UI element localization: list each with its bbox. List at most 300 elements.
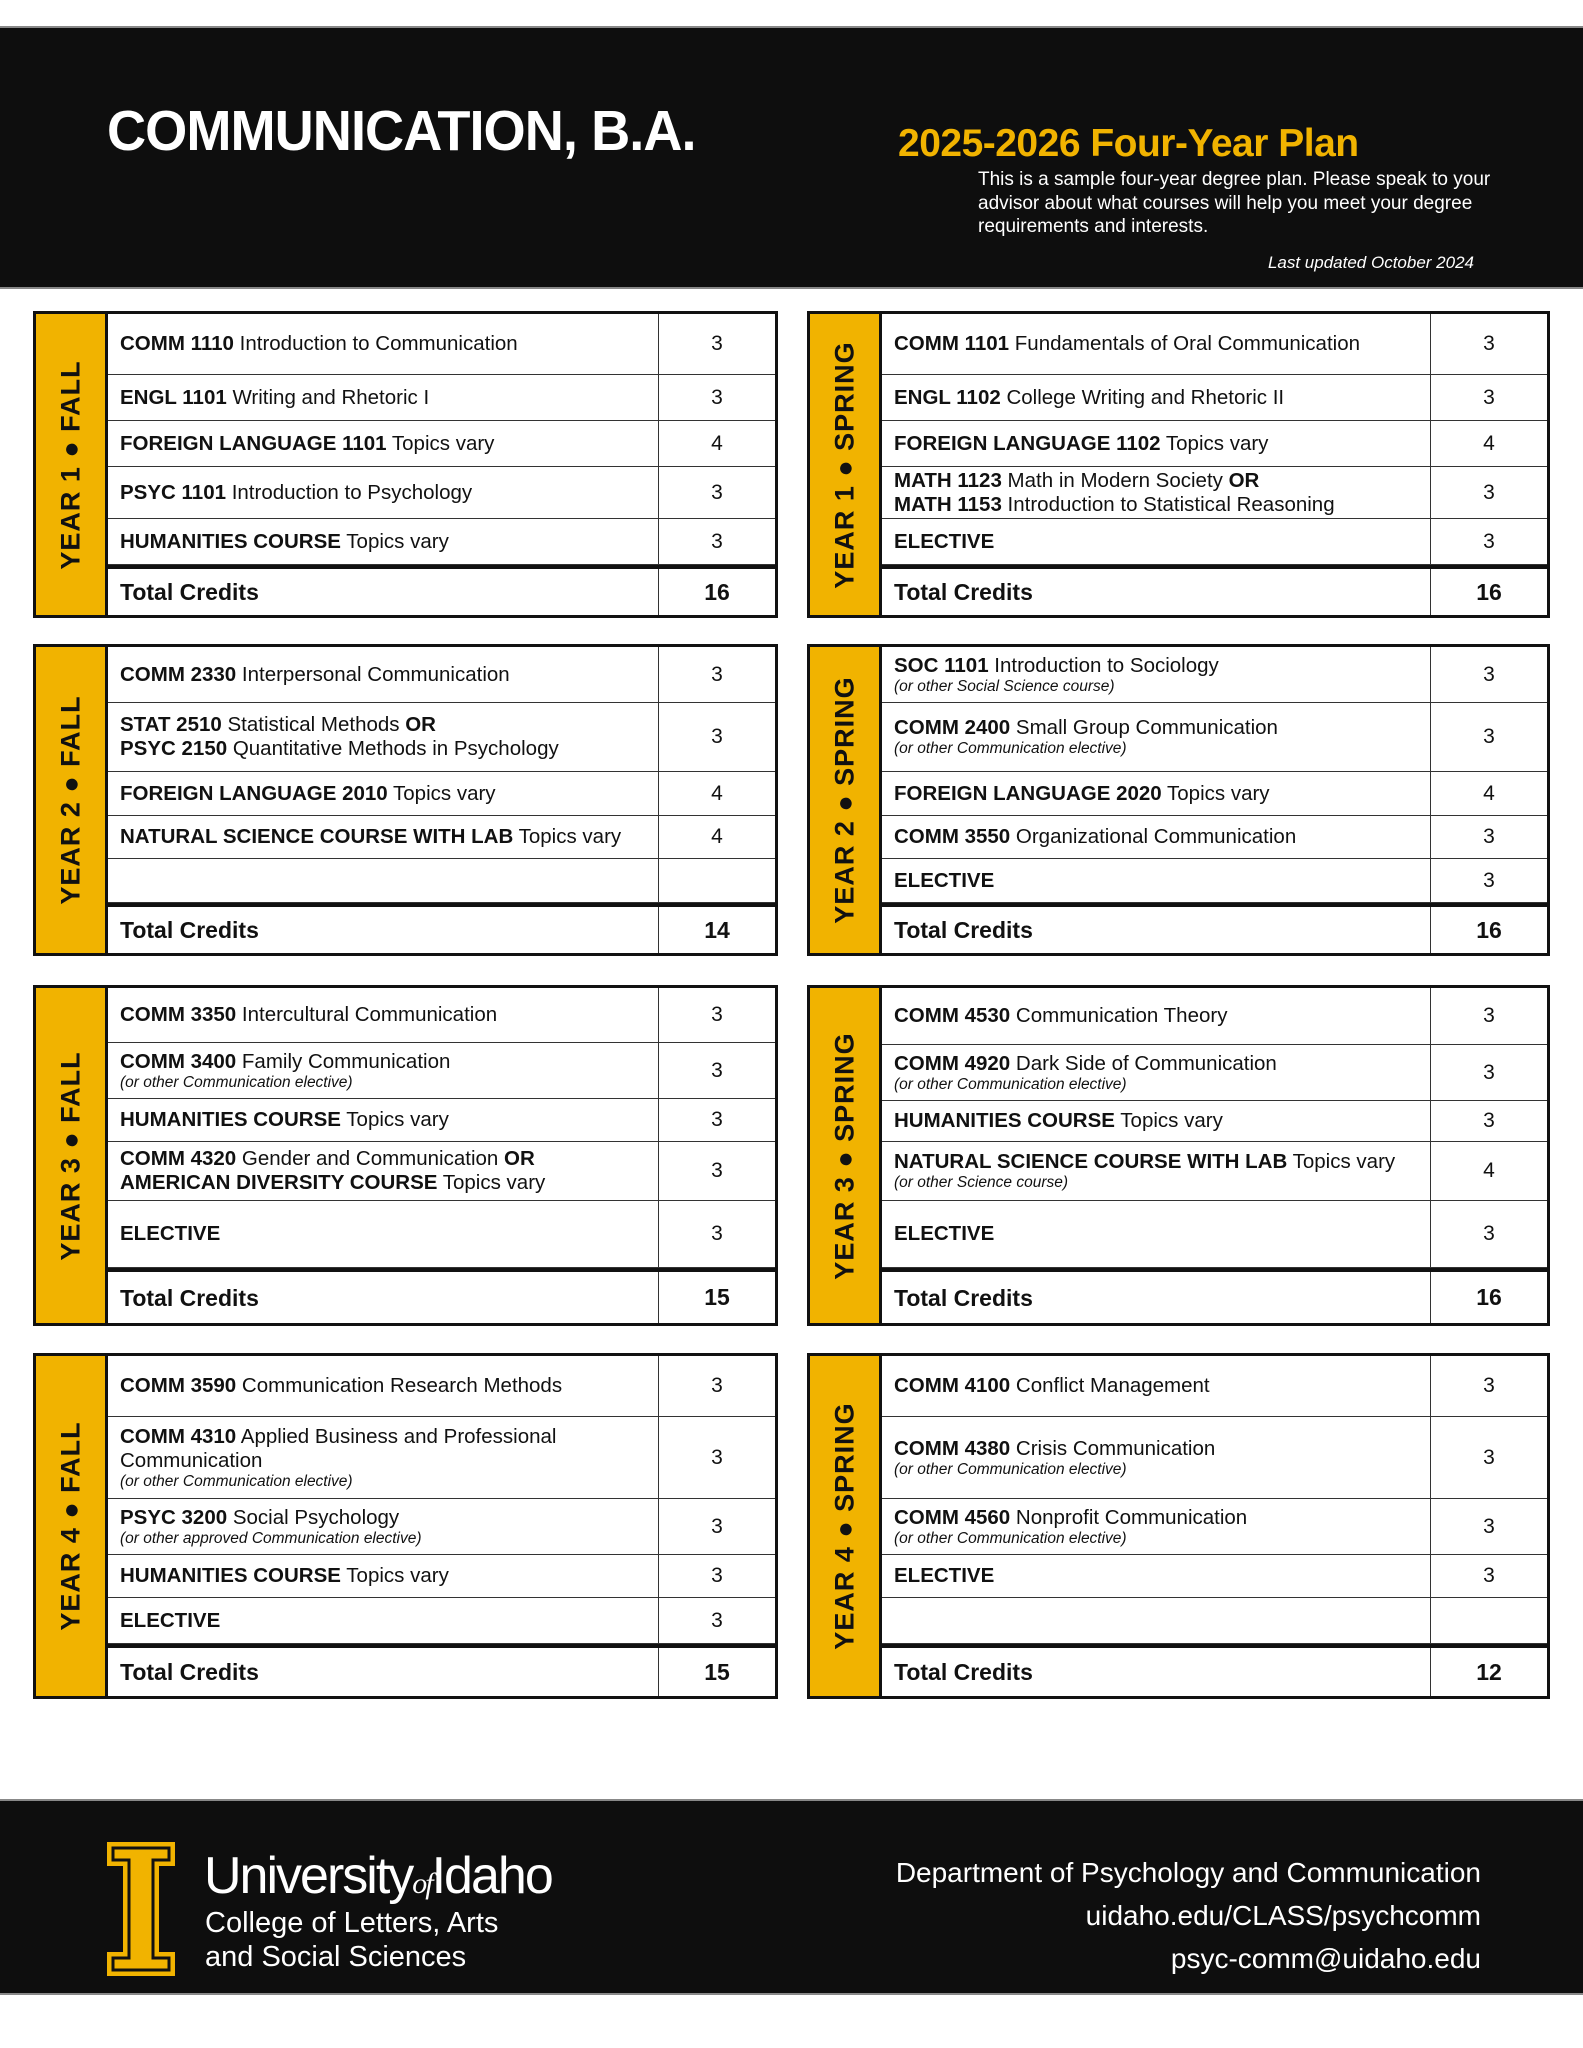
university-i-logo-icon <box>106 1841 176 1977</box>
course-title: Topics vary <box>387 781 496 805</box>
total-row <box>108 1268 775 1323</box>
course-row <box>108 859 775 903</box>
course-line <box>120 1609 646 1633</box>
course-row <box>108 1142 775 1201</box>
course-cell <box>882 1555 1430 1597</box>
course-line <box>120 1003 646 1027</box>
course-code: COMM 4530 <box>894 1004 1011 1027</box>
term-table <box>33 985 778 1326</box>
contact-info <box>896 1851 1481 1980</box>
course-code: FOREIGN LANGUAGE 1102 <box>894 431 1161 455</box>
course-cell <box>108 1099 658 1141</box>
course-row <box>882 1045 1547 1101</box>
course-code: PSYC 2150 <box>120 737 228 760</box>
course-code: COMM 2330 <box>120 662 237 686</box>
university-logo-text: UniversityofIdaho <box>204 1847 552 1905</box>
course-row <box>882 375 1547 421</box>
course-rows <box>882 988 1547 1323</box>
course-credits: 3 <box>658 1099 775 1141</box>
course-cell <box>108 519 658 564</box>
course-credits <box>658 859 775 902</box>
total-credits: 16 <box>658 569 775 615</box>
course-credits: 3 <box>1430 816 1547 858</box>
course-credits: 3 <box>1430 859 1547 902</box>
course-title: Introduction to Statistical Reasoning <box>1001 492 1335 516</box>
course-title: College Writing and Rhetoric II <box>1000 385 1285 409</box>
course-line <box>894 386 1418 410</box>
total-row <box>882 1644 1547 1696</box>
course-line <box>894 1564 1418 1588</box>
course-rows <box>882 314 1547 615</box>
course-row <box>108 816 775 859</box>
course-credits: 3 <box>1430 1045 1547 1100</box>
course-credits: 3 <box>658 703 775 771</box>
course-cell <box>882 1101 1430 1141</box>
course-code: NATURAL SCIENCE COURSE WITH LAB <box>120 825 514 848</box>
course-cell <box>108 772 658 815</box>
course-rows <box>108 647 775 953</box>
course-code: HUMANITIES COURSE <box>120 1108 341 1131</box>
course-note: (or other Communication elective) <box>894 740 1127 757</box>
term-label-bar <box>810 314 882 615</box>
term-label: YEAR 4 ● SPRING <box>829 1402 859 1650</box>
course-credits: 3 <box>658 467 775 518</box>
course-cell <box>108 859 658 902</box>
course-code: FOREIGN LANGUAGE 2010 <box>120 781 388 805</box>
course-title: Small Group Communication <box>1010 716 1278 739</box>
course-code: COMM 4380 <box>894 1436 1011 1460</box>
course-code: MATH 1123 <box>894 468 1002 492</box>
course-cell <box>108 1356 658 1416</box>
total-credits: 12 <box>1430 1648 1547 1696</box>
total-label: Total Credits <box>120 579 259 605</box>
college-line-2: and Social Sciences <box>205 1941 467 1973</box>
course-credits: 3 <box>1430 467 1547 518</box>
course-line <box>120 1374 646 1398</box>
course-code: COMM 4920 <box>894 1051 1011 1075</box>
total-credits: 16 <box>1430 569 1547 615</box>
course-credits: 3 <box>1430 314 1547 374</box>
course-rows <box>882 1356 1547 1696</box>
course-row <box>882 647 1547 703</box>
plan-description: This is a sample four-year degree plan. Please speak to your advisor about what courses will help you meet your degree requirements and interests. <box>978 169 1491 237</box>
total-credits: 16 <box>1430 907 1547 953</box>
course-cell <box>882 1142 1430 1200</box>
course-row <box>882 1417 1547 1499</box>
course-title: Quantitative Methods in Psychology <box>227 737 559 760</box>
course-row <box>108 1598 775 1644</box>
total-credits: 14 <box>658 907 775 953</box>
course-credits: 3 <box>658 375 775 420</box>
course-code: ENGL 1102 <box>894 385 1001 409</box>
course-title: Topics vary <box>1114 1109 1223 1132</box>
college-name <box>205 1906 498 1974</box>
course-code: PSYC 1101 <box>120 480 226 504</box>
course-cell <box>882 1356 1430 1416</box>
course-credits <box>1430 1598 1547 1643</box>
total-row <box>882 903 1547 953</box>
course-row <box>882 1555 1547 1598</box>
course-line <box>120 386 646 410</box>
course-row <box>108 1043 775 1099</box>
term-label-bar <box>36 988 108 1323</box>
course-code: FOREIGN LANGUAGE 2020 <box>894 781 1162 805</box>
term-table <box>33 1353 778 1699</box>
course-title: Math in Modern Society <box>1001 468 1229 492</box>
course-code: STAT 2510 <box>120 713 222 736</box>
course-cell <box>108 703 658 771</box>
last-updated: Last updated October 2024 <box>1267 253 1474 272</box>
course-code: NATURAL SCIENCE COURSE WITH LAB <box>894 1150 1288 1173</box>
course-credits: 3 <box>1430 375 1547 420</box>
course-code: COMM 4560 <box>894 1505 1011 1529</box>
course-title: Communication Theory <box>1010 1004 1228 1027</box>
course-line <box>894 332 1418 356</box>
course-note: (or other Social Science course) <box>894 677 1115 695</box>
term-label: YEAR 3 ● SPRING <box>829 1031 859 1280</box>
term-table <box>807 644 1550 956</box>
course-rows <box>882 647 1547 953</box>
course-credits: 3 <box>1430 703 1547 771</box>
course-line <box>894 1052 1418 1076</box>
course-cell <box>108 1043 658 1098</box>
course-cell <box>108 421 658 466</box>
course-row <box>882 988 1547 1045</box>
course-cell <box>882 772 1430 815</box>
course-rows <box>108 1356 775 1696</box>
course-row <box>882 703 1547 772</box>
course-row <box>108 421 775 467</box>
page-title: COMMUNICATION, B.A. <box>107 99 696 163</box>
course-cell <box>108 1142 658 1200</box>
term-label: YEAR 2 ● FALL <box>55 695 85 905</box>
course-cell <box>108 647 658 702</box>
course-cell <box>882 1201 1430 1267</box>
course-row <box>882 421 1547 467</box>
course-row <box>108 314 775 375</box>
course-line <box>120 713 646 737</box>
course-code: COMM 2400 <box>894 716 1011 739</box>
or-keyword: OR <box>405 713 436 736</box>
course-code: COMM 3550 <box>894 825 1011 848</box>
course-line <box>894 1374 1418 1398</box>
course-code: SOC 1101 <box>894 653 989 677</box>
course-title: Topics vary <box>437 1171 546 1194</box>
course-credits: 3 <box>658 519 775 564</box>
course-title: Topics vary <box>513 825 622 848</box>
course-line <box>120 530 646 554</box>
course-title: Gender and Communication <box>236 1147 504 1170</box>
course-code: COMM 3590 <box>120 1374 237 1397</box>
term-label: YEAR 4 ● FALL <box>55 1421 85 1631</box>
course-line <box>894 1437 1418 1461</box>
course-cell <box>882 1499 1430 1554</box>
course-line <box>120 481 646 505</box>
course-note: (or other Communication elective) <box>894 1460 1127 1478</box>
course-title: Conflict Management <box>1010 1374 1210 1397</box>
course-line <box>120 1425 646 1473</box>
course-line <box>120 432 646 456</box>
term-label-bar <box>810 1356 882 1696</box>
course-cell <box>108 1499 658 1554</box>
course-credits: 3 <box>658 988 775 1042</box>
course-row <box>882 859 1547 903</box>
course-cell <box>108 1201 658 1267</box>
course-title: Topics vary <box>386 431 495 455</box>
course-code: COMM 1101 <box>894 332 1010 355</box>
course-cell <box>882 1417 1430 1498</box>
course-credits: 4 <box>658 772 775 815</box>
course-title: Introduction to Sociology <box>988 653 1219 677</box>
course-code: COMM 3400 <box>120 1049 237 1073</box>
course-line <box>120 782 646 806</box>
total-row <box>108 903 775 953</box>
course-line <box>894 530 1418 554</box>
course-title: Applied Business and Professional Communication <box>120 1424 557 1472</box>
course-line <box>894 1150 1418 1174</box>
course-title: Crisis Communication <box>1010 1436 1216 1460</box>
course-title: Nonprofit Communication <box>1010 1505 1248 1529</box>
course-cell <box>882 647 1430 702</box>
course-title: Topics vary <box>340 529 449 553</box>
course-title: Interpersonal Communication <box>236 662 510 686</box>
course-cell <box>882 1598 1430 1643</box>
course-code: COMM 4310 <box>120 1424 237 1448</box>
course-code: FOREIGN LANGUAGE 1101 <box>120 431 387 455</box>
term-label-bar <box>810 647 882 953</box>
course-line <box>894 469 1418 493</box>
course-code: ELECTIVE <box>894 868 995 892</box>
course-credits: 3 <box>658 1043 775 1098</box>
or-keyword: OR <box>504 1147 535 1170</box>
course-cell <box>108 1555 658 1597</box>
course-row <box>882 1101 1547 1142</box>
course-cell <box>108 1417 658 1498</box>
total-credits: 15 <box>658 1648 775 1696</box>
course-credits: 4 <box>658 816 775 858</box>
course-code: MATH 1153 <box>894 492 1002 516</box>
course-title: Topics vary <box>340 1108 449 1131</box>
course-credits: 3 <box>658 1598 775 1643</box>
course-credits: 3 <box>658 1201 775 1267</box>
course-row <box>108 1201 775 1268</box>
course-row <box>882 1499 1547 1555</box>
course-cell <box>108 314 658 374</box>
course-cell <box>108 375 658 420</box>
course-code: COMM 4320 <box>120 1147 237 1170</box>
term-label-bar <box>36 314 108 615</box>
course-note: (or other Communication elective) <box>120 1472 353 1490</box>
course-title: Introduction to Communication <box>233 332 518 355</box>
course-credits: 4 <box>658 421 775 466</box>
course-credits: 3 <box>1430 1417 1547 1498</box>
course-credits: 4 <box>1430 421 1547 466</box>
course-row <box>882 519 1547 565</box>
course-line <box>894 1506 1418 1530</box>
course-line <box>120 1147 646 1171</box>
course-line <box>894 654 1418 678</box>
course-row <box>108 772 775 816</box>
course-cell <box>882 988 1430 1044</box>
term-label-bar <box>36 1356 108 1696</box>
course-credits: 3 <box>1430 988 1547 1044</box>
course-title: Social Psychology <box>227 1505 400 1529</box>
course-line <box>894 1109 1418 1133</box>
course-title: Organizational Communication <box>1010 825 1297 848</box>
plan-title: 2025-2026 Four-Year Plan <box>898 122 1359 165</box>
course-cell <box>108 816 658 858</box>
course-code: ELECTIVE <box>120 1222 221 1245</box>
course-row <box>108 467 775 519</box>
course-line <box>894 825 1418 849</box>
course-line <box>894 1004 1418 1028</box>
course-line <box>120 825 646 849</box>
course-code: ELECTIVE <box>894 1564 995 1587</box>
course-row <box>882 467 1547 519</box>
total-label: Total Credits <box>120 1284 259 1311</box>
total-credits: 16 <box>1430 1272 1547 1323</box>
course-cell <box>882 375 1430 420</box>
term-label: YEAR 1 ● SPRING <box>829 340 859 589</box>
course-line <box>894 493 1418 517</box>
course-credits: 3 <box>658 1417 775 1498</box>
total-credits: 15 <box>658 1272 775 1323</box>
footer-banner <box>0 1799 1583 1995</box>
total-label: Total Credits <box>120 917 259 943</box>
course-cell <box>882 467 1430 518</box>
course-title: Fundamentals of Oral Communication <box>1009 332 1361 355</box>
course-line <box>120 332 646 356</box>
course-code: HUMANITIES COURSE <box>120 529 341 553</box>
term-label: YEAR 1 ● FALL <box>55 359 85 570</box>
course-line <box>894 1222 1418 1246</box>
course-row <box>882 1142 1547 1201</box>
total-label: Total Credits <box>894 1659 1033 1685</box>
term-table <box>33 644 778 956</box>
course-credits: 3 <box>1430 519 1547 564</box>
course-credits: 3 <box>1430 647 1547 702</box>
course-row <box>882 1201 1547 1268</box>
term-table <box>807 985 1550 1326</box>
course-row <box>882 1598 1547 1644</box>
course-credits: 3 <box>658 1142 775 1200</box>
term-label-bar <box>810 988 882 1323</box>
course-code: ELECTIVE <box>120 1608 221 1632</box>
course-line <box>120 1050 646 1074</box>
term-label: YEAR 2 ● SPRING <box>829 676 859 924</box>
course-code: PSYC 3200 <box>120 1505 228 1529</box>
course-cell <box>108 467 658 518</box>
course-credits: 3 <box>658 647 775 702</box>
course-credits: 3 <box>658 1555 775 1597</box>
course-note: (or other Communication elective) <box>120 1073 353 1091</box>
course-note: (or other Communication elective) <box>894 1075 1127 1093</box>
term-table <box>807 1353 1550 1699</box>
term-table <box>33 311 778 618</box>
course-cell <box>882 519 1430 564</box>
course-code: HUMANITIES COURSE <box>120 1564 341 1587</box>
total-row <box>882 565 1547 615</box>
course-row <box>882 816 1547 859</box>
course-credits: 3 <box>1430 1201 1547 1267</box>
course-line <box>120 1171 646 1195</box>
course-row <box>108 703 775 772</box>
course-row <box>108 1417 775 1499</box>
course-line <box>120 663 646 687</box>
course-line <box>894 782 1418 806</box>
course-code: COMM 4100 <box>894 1374 1011 1397</box>
course-rows <box>108 988 775 1323</box>
course-credits: 3 <box>1430 1356 1547 1416</box>
course-cell <box>882 421 1430 466</box>
course-credits: 3 <box>658 314 775 374</box>
total-label: Total Credits <box>894 917 1033 943</box>
website-link[interactable]: uidaho.edu/CLASS/psychcomm <box>1085 1900 1481 1931</box>
college-line-1: College of Letters, Arts <box>205 1907 499 1939</box>
course-line <box>894 869 1418 893</box>
total-label: Total Credits <box>894 579 1033 605</box>
total-row <box>108 565 775 615</box>
course-row <box>882 772 1547 816</box>
course-credits: 3 <box>1430 1499 1547 1554</box>
course-cell <box>882 703 1430 771</box>
course-row <box>108 1499 775 1555</box>
course-line <box>120 1222 646 1246</box>
course-title: Topics vary <box>1287 1150 1396 1173</box>
course-title: Topics vary <box>340 1564 449 1587</box>
course-cell <box>882 314 1430 374</box>
course-row <box>882 314 1547 375</box>
course-note: (or other Science course) <box>894 1174 1069 1191</box>
course-row <box>108 1555 775 1598</box>
course-code: HUMANITIES COURSE <box>894 1109 1115 1132</box>
course-code: COMM 1110 <box>120 332 234 355</box>
course-title: Dark Side of Communication <box>1010 1051 1277 1075</box>
course-cell <box>108 988 658 1042</box>
course-cell <box>108 1598 658 1643</box>
course-code: ENGL 1101 <box>120 385 227 409</box>
course-title: Intercultural Communication <box>236 1003 498 1026</box>
course-title: Statistical Methods <box>221 713 406 736</box>
course-credits: 3 <box>658 1499 775 1554</box>
course-line <box>120 1506 646 1530</box>
course-note: (or other Communication elective) <box>894 1529 1127 1547</box>
total-label: Total Credits <box>894 1284 1033 1311</box>
course-cell <box>882 816 1430 858</box>
email-link[interactable]: psyc-comm@uidaho.edu <box>1170 1943 1481 1974</box>
course-title: Topics vary <box>1161 781 1270 805</box>
course-row <box>108 1099 775 1142</box>
header-banner <box>0 26 1583 289</box>
course-row <box>108 375 775 421</box>
course-code: ELECTIVE <box>894 529 995 553</box>
department-name: Department of Psychology and Communication <box>895 1857 1481 1888</box>
total-label: Total Credits <box>120 1659 259 1685</box>
course-row <box>108 988 775 1043</box>
term-label: YEAR 3 ● FALL <box>55 1050 85 1261</box>
course-line <box>120 737 646 761</box>
course-credits: 4 <box>1430 772 1547 815</box>
course-note: (or other approved Communication elective) <box>120 1529 422 1547</box>
course-credits: 3 <box>658 1356 775 1416</box>
course-rows <box>108 314 775 615</box>
course-row <box>108 519 775 565</box>
course-title: Topics vary <box>1160 431 1269 455</box>
course-credits: 3 <box>1430 1555 1547 1597</box>
course-line <box>120 1108 646 1132</box>
course-cell <box>882 1045 1430 1100</box>
or-keyword: OR <box>1228 468 1260 492</box>
